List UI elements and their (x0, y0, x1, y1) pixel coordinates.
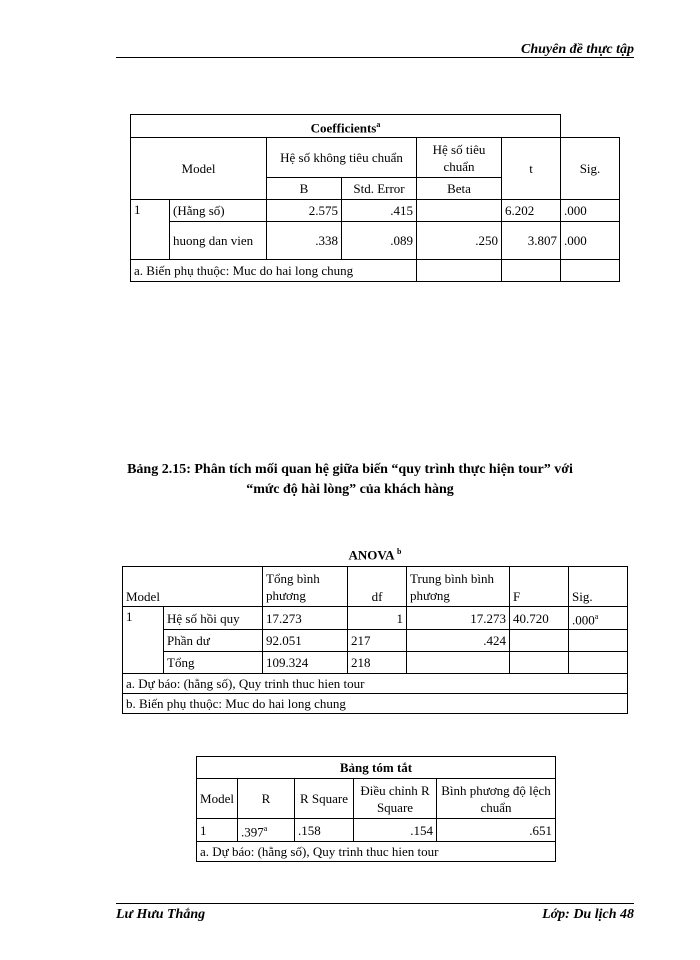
coef-header-b: B (267, 178, 342, 200)
anova-footnote-a: a. Dự báo: (hằng số), Quy trinh thuc hien tour (123, 674, 628, 694)
coef-header-std-error: Std. Error (342, 178, 417, 200)
anova-header-sig: Sig. (569, 567, 628, 607)
anova-row-ms: 17.273 (407, 607, 510, 630)
anova-row-name: Tổng (164, 652, 263, 674)
anova-header-model: Model (123, 567, 263, 607)
header-rule (116, 57, 634, 58)
summary-header-r: R (238, 779, 295, 819)
coefficients-table (130, 114, 620, 282)
coef-header-beta: Beta (417, 178, 502, 200)
coef-row-beta (417, 200, 502, 222)
anova-row-f (510, 652, 569, 674)
summary-title: Bảng tóm tắt (197, 757, 556, 779)
anova-model-number: 1 (123, 607, 164, 674)
coefficients-title: Coefficients$^a$ (131, 115, 561, 138)
summary-r-square: .158 (295, 819, 354, 842)
summary-adjusted: .154 (354, 819, 437, 842)
coef-row-t: 3.807 (502, 222, 561, 260)
coef-row-beta: .250 (417, 222, 502, 260)
anova-header-df: df (348, 567, 407, 607)
coef-row-sig: .000 (561, 222, 620, 260)
summary-r: .397$^a$ (238, 819, 295, 842)
empty-cell (417, 260, 502, 282)
coef-header-t: t (502, 138, 561, 200)
anova-row-ms (407, 652, 510, 674)
anova-footnote-b: b. Biến phụ thuộc: Muc do hai long chung (123, 694, 628, 714)
coef-row-sig: .000 (561, 200, 620, 222)
summary-std-error: .651 (437, 819, 556, 842)
footer-author: Lư Hưu Thắng (116, 907, 206, 922)
page-header-title: Chuyên đề thực tập (520, 42, 634, 57)
coef-header-standardized: Hệ số tiêu chuẩn (417, 138, 502, 178)
anova-header-mean-square: Trung bình bình phương (407, 567, 510, 607)
anova-row-ss: 109.324 (263, 652, 348, 674)
anova-header-f: F (510, 567, 569, 607)
anova-row-f: 40.720 (510, 607, 569, 630)
table-caption (0, 460, 700, 500)
coef-row-b: .338 (267, 222, 342, 260)
summary-footnote: a. Dự báo: (hằng số), Quy trinh thuc hien tour (197, 842, 556, 862)
anova-row-f (510, 630, 569, 652)
footer-class: Lớp: Du lịch 48 (542, 907, 634, 922)
caption-line-2: “mức độ hài lòng” của khách hàng (246, 482, 454, 497)
summary-header-adjusted: Điều chỉnh R Square (354, 779, 437, 819)
coef-row-se: .415 (342, 200, 417, 222)
anova-row-df: 1 (348, 607, 407, 630)
anova-row-ms: .424 (407, 630, 510, 652)
anova-header-sum-squares: Tổng bình phương (263, 567, 348, 607)
anova-row-sig: .000$^a$ (569, 607, 628, 630)
coef-footnote: a. Biến phụ thuộc: Muc do hai long chung (131, 260, 417, 282)
coef-row-t: 6.202 (502, 200, 561, 222)
summary-model-number: 1 (197, 819, 238, 842)
coef-row-b: 2.575 (267, 200, 342, 222)
anova-table (122, 566, 628, 714)
anova-row-df: 217 (348, 630, 407, 652)
summary-header-r-square: R Square (295, 779, 354, 819)
anova-row-sig (569, 630, 628, 652)
anova-row-name: Hệ số hồi quy (164, 607, 263, 630)
anova-row-ss: 17.273 (263, 607, 348, 630)
coef-header-unstandardized: Hệ số không tiêu chuẩn (267, 138, 417, 178)
coef-header-sig: Sig. (561, 138, 620, 200)
coef-model-number: 1 (131, 200, 170, 260)
summary-table (196, 756, 556, 862)
coef-row-se: .089 (342, 222, 417, 260)
coef-row-name: huong dan vien (170, 222, 267, 260)
anova-row-df: 218 (348, 652, 407, 674)
anova-row-sig (569, 652, 628, 674)
anova-row-ss: 92.051 (263, 630, 348, 652)
anova-title: ANOVA $^b$ (348, 547, 402, 563)
footer-rule (116, 903, 634, 904)
summary-header-model: Model (197, 779, 238, 819)
empty-cell (561, 260, 620, 282)
caption-line-1: Bảng 2.15: Phân tích mối quan hệ giữa biến “quy trình thực hiện tour” với (127, 462, 573, 477)
empty-cell (502, 260, 561, 282)
summary-header-std-error: Bình phương độ lệch chuẩn (437, 779, 556, 819)
coef-row-name: (Hằng số) (170, 200, 267, 222)
coef-header-model: Model (131, 138, 267, 200)
anova-row-name: Phần dư (164, 630, 263, 652)
